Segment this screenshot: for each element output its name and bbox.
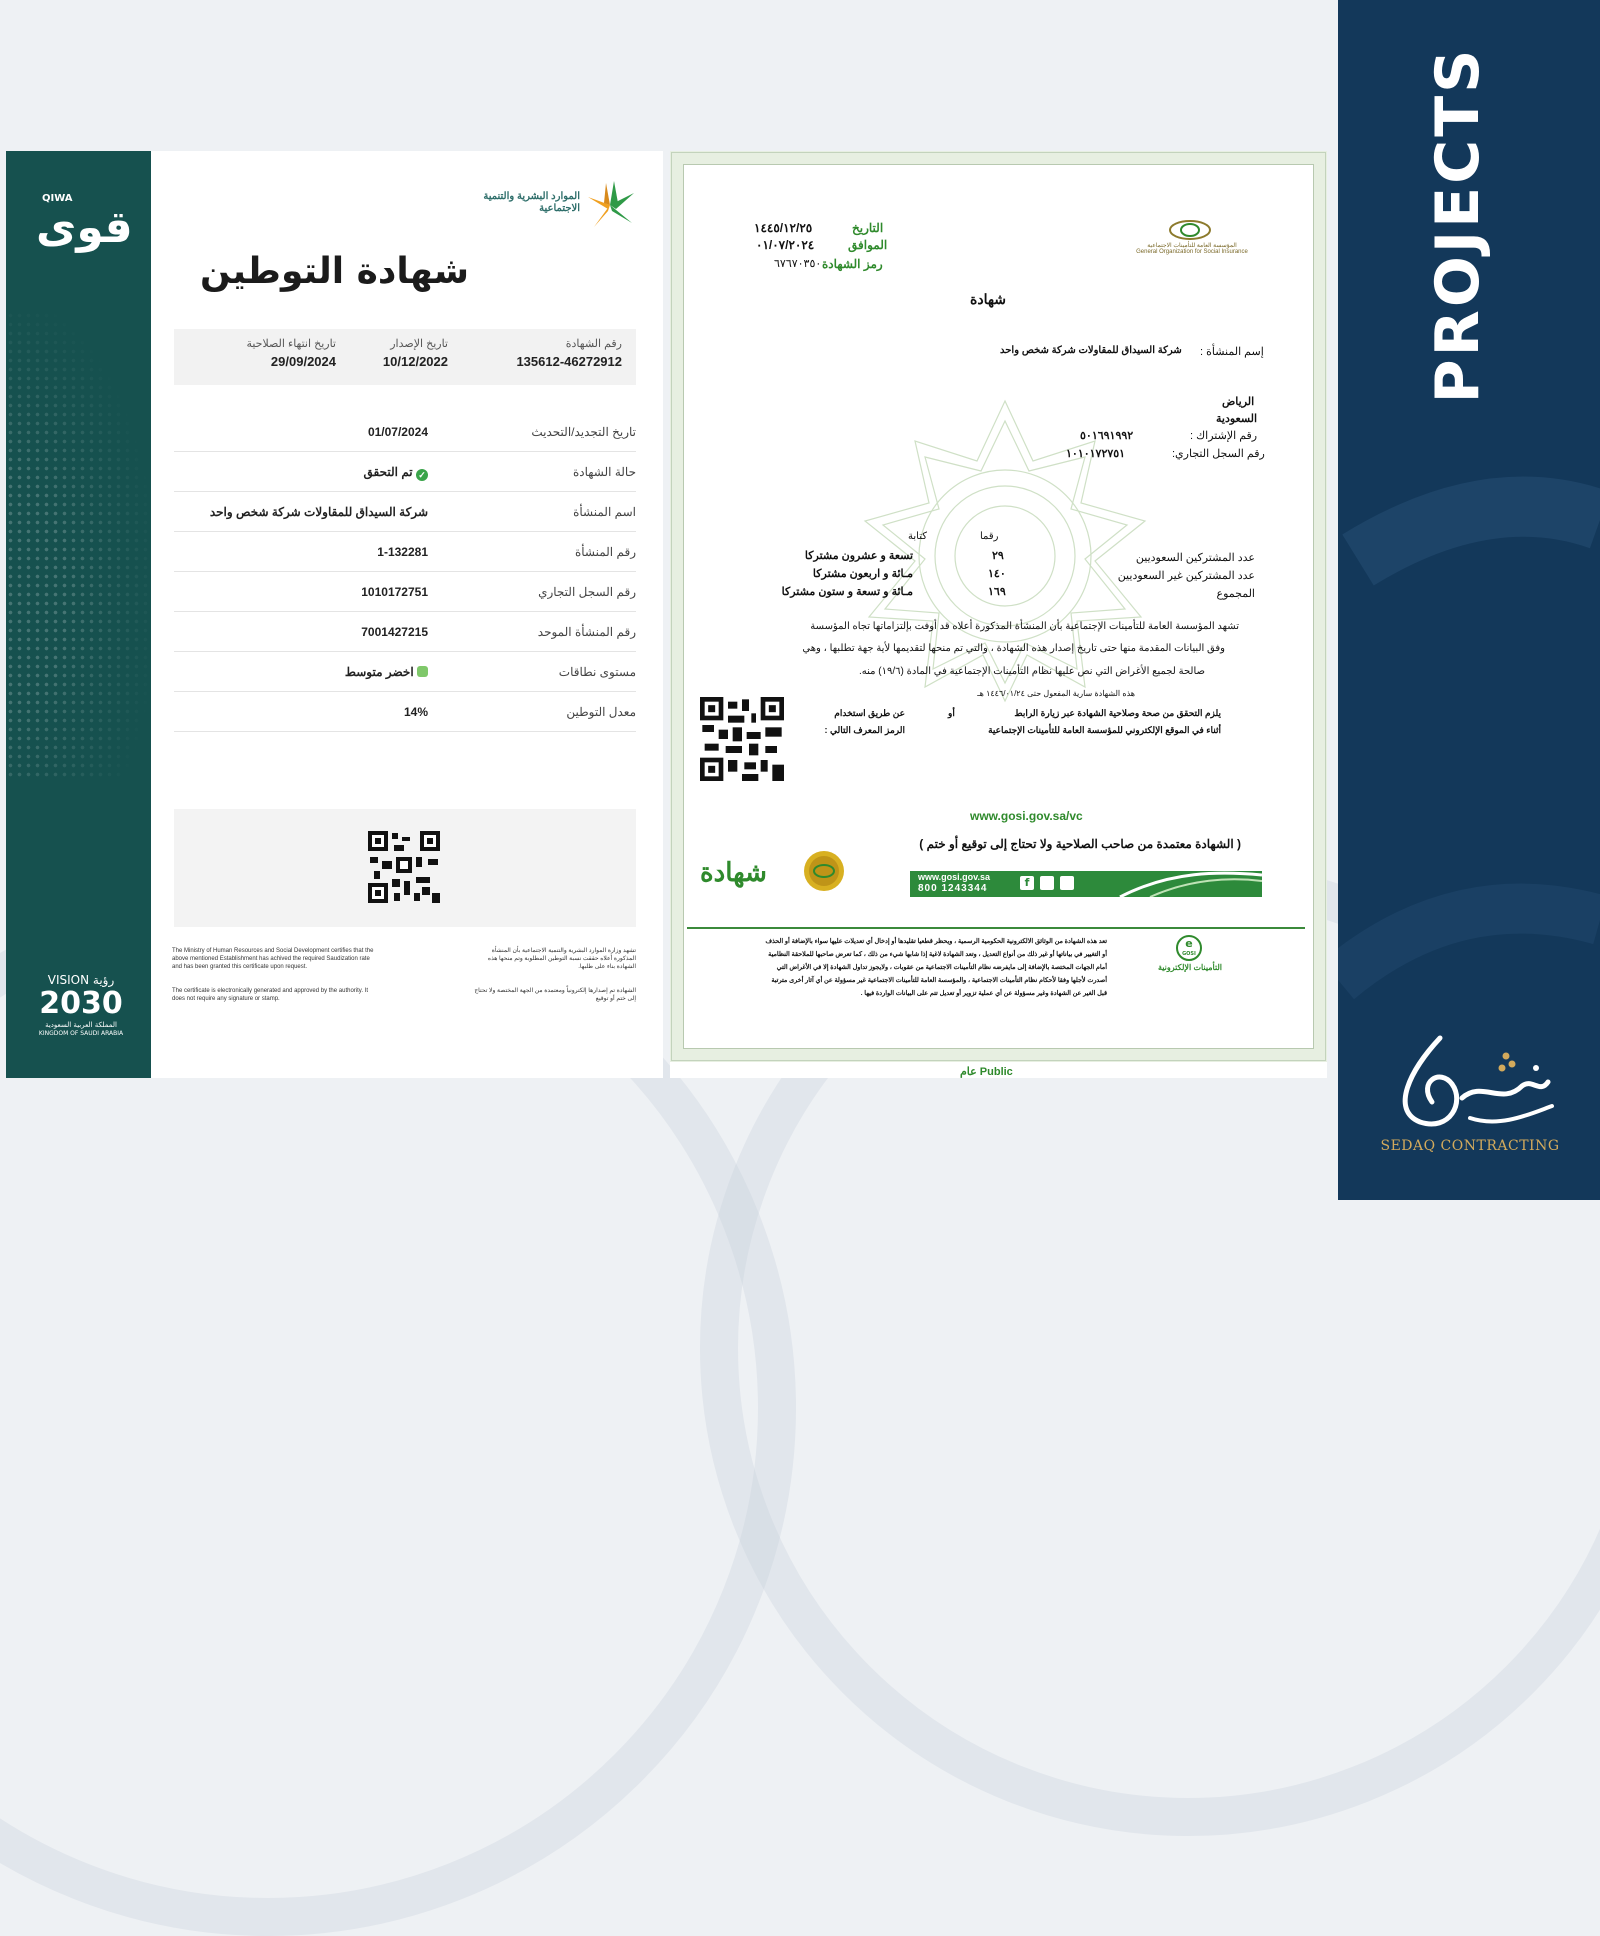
company-name-ar — [1570, 1010, 1571, 1011]
detail-row — [174, 691, 636, 732]
certificate-title: شهادة التوطين — [199, 251, 470, 292]
shahada-logo: شهادة — [700, 857, 767, 887]
disclaimer — [765, 935, 1107, 1000]
total-number: ١٦٩ — [988, 586, 1006, 598]
verify-or: أو — [948, 708, 955, 718]
saudi-subscribers-label: عدد المشتركين السعوديين — [1135, 552, 1255, 564]
establishment-name-label: اسم المنشأة — [573, 505, 636, 519]
e-services-logo — [1140, 935, 1240, 985]
ministry-logo — [476, 179, 636, 231]
qiwa-label: QIWA — [42, 193, 73, 204]
footer-en-2: The certificate is electronically generated and approved by the authority. It does not require any signature or stamp. — [172, 988, 368, 1002]
approval-note: ( الشهادة معتمدة من صاحب الصلاحية ولا تحتاج إلى توقيع أو ختم ) — [919, 837, 1241, 851]
establishment-name-value: شركة السيداق للمقاولات شركة شخص واحد — [209, 505, 428, 519]
facebook-icon[interactable]: f — [1020, 876, 1034, 890]
disclaimer-line: تعد هذه الشهادة من الوثائق الالكترونية الحكومية الرسمية ، ويحظر قطعيا تقليدها أو إدخال أي تعديلات عليها سواء بالإضافة أو الحذف — [765, 938, 1107, 945]
disclaimer-line: قبل الغير عن الشهادة وغير مسؤولة عن أي عملية تزوير أو تعديل تتم على البيانات الواردة فيها . — [860, 990, 1107, 997]
e-gosi-label: GOSI — [1182, 951, 1196, 957]
gosi-name-ar: المؤسسة العامة للتأمينات الاجتماعية — [1147, 243, 1237, 249]
status-value — [364, 465, 428, 481]
public-en: Public — [979, 1066, 1013, 1078]
subscription-number: ٥٠١٦٩١٩٩٢ — [1080, 430, 1134, 442]
qr-code-icon — [368, 831, 440, 903]
detail-row — [174, 611, 636, 652]
banner-phone: 800 1243344 — [918, 883, 988, 894]
classification-label — [960, 1065, 1013, 1078]
code-label: رمز الشهادة — [822, 257, 883, 271]
public-ar: عام — [960, 1066, 977, 1078]
qiwa-logo: قوى — [36, 202, 133, 253]
banner-swoosh-decoration — [1110, 871, 1262, 897]
footer-en-1: The Ministry of Human Resources and Social Development certifies that the above mentioned Establishment has achived the required Saudization rate and has been granted this certificate upon request. — [172, 948, 374, 970]
qiwa-certificate — [6, 151, 663, 1078]
cr-number-label: رقم السجل التجاري — [538, 585, 636, 599]
total-label: المجموع — [1216, 588, 1255, 600]
date-label: التاريخ — [852, 221, 884, 235]
issue-date-label: تاريخ الإصدار — [390, 338, 448, 350]
unified-number-label: رقم المنشأة الموحد — [537, 625, 636, 639]
shahada-seal-icon — [802, 849, 846, 893]
establishment-name: شركة السيداق للمقاولات شركة شخص واحد — [1000, 345, 1182, 356]
verify-line-3: عن طريق استخدام — [834, 708, 905, 718]
dot-pattern — [6, 311, 151, 781]
expiry-date: 29/09/2024 — [270, 354, 336, 369]
twitter-icon[interactable] — [1040, 876, 1054, 890]
e-gosi-icon — [1176, 935, 1202, 961]
total-words: مـائة و تسعة و ستون مشتركا — [781, 586, 913, 598]
establishment-number-value: 1-132281 — [377, 545, 428, 559]
vision-2030-logo — [26, 973, 136, 1038]
detail-row — [174, 411, 636, 452]
qr-code-box — [174, 809, 636, 927]
ministry-name: الموارد البشرية والتنمية الاجتماعية — [483, 191, 580, 214]
detail-row — [174, 531, 636, 572]
cert-number-cell — [516, 337, 622, 369]
e-badge: e — [1185, 937, 1193, 950]
establishment-number-label: رقم المنشأة — [574, 545, 636, 559]
expiry-date-cell — [246, 337, 336, 369]
city: الرياض — [1222, 396, 1255, 408]
col-words-header: كتابة — [908, 531, 927, 542]
saudization-rate-label: معدل التوطين — [566, 705, 636, 719]
status-text: تم التحقق — [363, 465, 413, 479]
cert-number: 135612-46272912 — [516, 354, 622, 369]
cr-label: رقم السجل التجاري: — [1172, 448, 1265, 460]
green-level-icon — [417, 666, 428, 677]
youtube-icon[interactable] — [1060, 876, 1074, 890]
unified-number-value: 7001427215 — [361, 625, 428, 639]
sedaq-calligraphy-icon — [1370, 1010, 1570, 1135]
paragraph-2: وفق البيانات المقدمة منها حتى تاريخ إصدار هذه الشهادة ، والتي تم منحها لتقديمها لأية جهة تطلبها ، وهي — [802, 643, 1225, 654]
ministry-emblem-icon — [584, 179, 636, 231]
detail-row — [174, 571, 636, 612]
cr-number: ١٠١٠١٧٢٧٥١ — [1066, 448, 1126, 460]
verify-line-2: أثناء في الموقع الإلكتروني للمؤسسة العامة للتأمينات الإجتماعية — [988, 725, 1221, 735]
corresponding-label: الموافق — [848, 238, 888, 252]
verified-check-icon: ✓ — [416, 469, 428, 481]
gosi-name-en: General Organization for Social Insurance — [1136, 249, 1248, 255]
sedaq-logo — [1370, 1010, 1570, 1135]
non-saudi-subscribers-number: ١٤٠ — [988, 568, 1006, 580]
gosi-qr-code-icon — [700, 697, 784, 781]
footer-divider — [687, 927, 1305, 929]
validity-text: هذه الشهادة سارية المفعول حتى ١٤٤٦/٠١/٢٤ هـ — [977, 689, 1135, 698]
expiry-date-label: تاريخ انتهاء الصلاحية — [246, 338, 336, 350]
disclaimer-line: أو التغيير في بياناتها أو غير ذلك من أنواع التعديل ، وتعد الشهادة لاغية إذا شابها شيء من ذلك ، كما تعرض صاحبها للملاحقة النظامية — [768, 951, 1107, 958]
saudization-rate-value: 14% — [403, 705, 428, 719]
vision-label: VISION — [47, 973, 90, 987]
col-numbers-header: رقما — [980, 531, 999, 542]
vision-kingdom-ar: المملكة العربية السعودية — [45, 1021, 117, 1029]
non-saudi-subscribers-words: مـائة و اربعون مشتركا — [812, 568, 913, 580]
gosi-certificate — [670, 151, 1327, 1078]
saudi-subscribers-words: تسعة و عشرون مشتركا — [804, 550, 913, 562]
issue-date-cell — [383, 337, 448, 369]
footer-ar-2: الشهادة تم إصدارها إلكترونياً ومعتمدة من الجهة المختصة ولا تحتاج إلى ختم أو توقيع — [474, 988, 636, 1002]
establishment-label: إسم المنشأة : — [1200, 346, 1264, 358]
e-services-label: التأمينات الإلكترونية — [1157, 963, 1223, 972]
disclaimer-line: أمام الجهات المختصة بالإضافة إلى مايفرضه نظام التأمينات الاجتماعية من عقوبات ، ولايجوز تداول الشهادة إلا في الأغراض التي — [776, 964, 1107, 971]
company-name-en: SEDAQ CONTRACTING — [1380, 1138, 1560, 1154]
certificate-header — [174, 329, 636, 385]
verify-line-4: الرمز المعرف التالي : — [824, 725, 905, 735]
verification-url: www.gosi.gov.sa/vc — [970, 809, 1083, 823]
banner-site: www.gosi.gov.sa — [918, 872, 991, 882]
footer-ar-1: تشهد وزارة الموارد البشرية والتنمية الاجتماعية بأن المنشأة المذكورة أعلاه حققت نسبة التوطين المطلوبة وتم منحها هذه الشهادة بناء على طلبها. — [487, 948, 636, 970]
saudi-subscribers-number: ٢٩ — [992, 550, 1004, 562]
date-gregorian: ٠١/٠٧/٢٠٢٤ — [756, 238, 815, 252]
cert-number-label: رقم الشهادة — [565, 338, 622, 350]
renewal-date-value: 01/07/2024 — [367, 425, 428, 439]
detail-row — [174, 451, 636, 492]
vision-ar-label: رؤية — [92, 973, 115, 987]
gosi-logo — [1118, 219, 1266, 257]
paragraph-3: صالحة لجميع الأغراض التي نص عليها نظام التأمينات الإجتماعية في المادة (١٩/٦) منه. — [859, 666, 1205, 677]
nitaqat-text: اخضر متوسط — [344, 665, 414, 679]
vision-year: 2030 — [39, 986, 123, 1021]
certificate-code: ٦٧٦٧٠٣٥٠ — [774, 258, 822, 270]
detail-row — [174, 491, 636, 532]
nitaqat-value — [345, 665, 428, 679]
vision-kingdom: KINGDOM OF SAUDI ARABIA — [38, 1030, 124, 1037]
nitaqat-label: مستوى نطاقات — [558, 665, 636, 679]
gosi-contact-banner — [910, 871, 1262, 897]
projects-title: PROJECTS — [1423, 46, 1493, 404]
subscription-label: رقم الإشتراك : — [1190, 430, 1258, 442]
status-label: حالة الشهادة — [572, 465, 636, 479]
detail-row — [174, 651, 636, 692]
disclaimer-line: أصدرت لأجلها وفقا لأحكام نظام التأمينات الاجتماعية ، والمؤسسة العامة للتأمينات الاجتماعية غير مسؤولة عن أي آثار أخرى مترتبة — [771, 977, 1107, 984]
paragraph-1: تشهد المؤسسة العامة للتأمينات الإجتماعية بأن المنشأة المذكورة أعلاه قد أوفت بإلتزاماتها تجاه المؤسسة — [810, 621, 1239, 632]
issue-date: 10/12/2022 — [382, 354, 448, 369]
country: السعودية — [1216, 413, 1258, 425]
date-hijri: ١٤٤٥/١٢/٢٥ — [754, 221, 813, 235]
gosi-title: شهادة — [970, 291, 1007, 307]
non-saudi-subscribers-label: عدد المشتركين غير السعوديين — [1117, 570, 1255, 582]
cr-number-value: 1010172751 — [361, 585, 428, 599]
verify-line-1: يلزم التحقق من صحة وصلاحية الشهادة عبر زيارة الرابط — [1014, 708, 1221, 718]
gosi-emblem-icon — [1168, 219, 1212, 241]
renewal-date-label: تاريخ التجديد/التحديث — [531, 425, 636, 439]
